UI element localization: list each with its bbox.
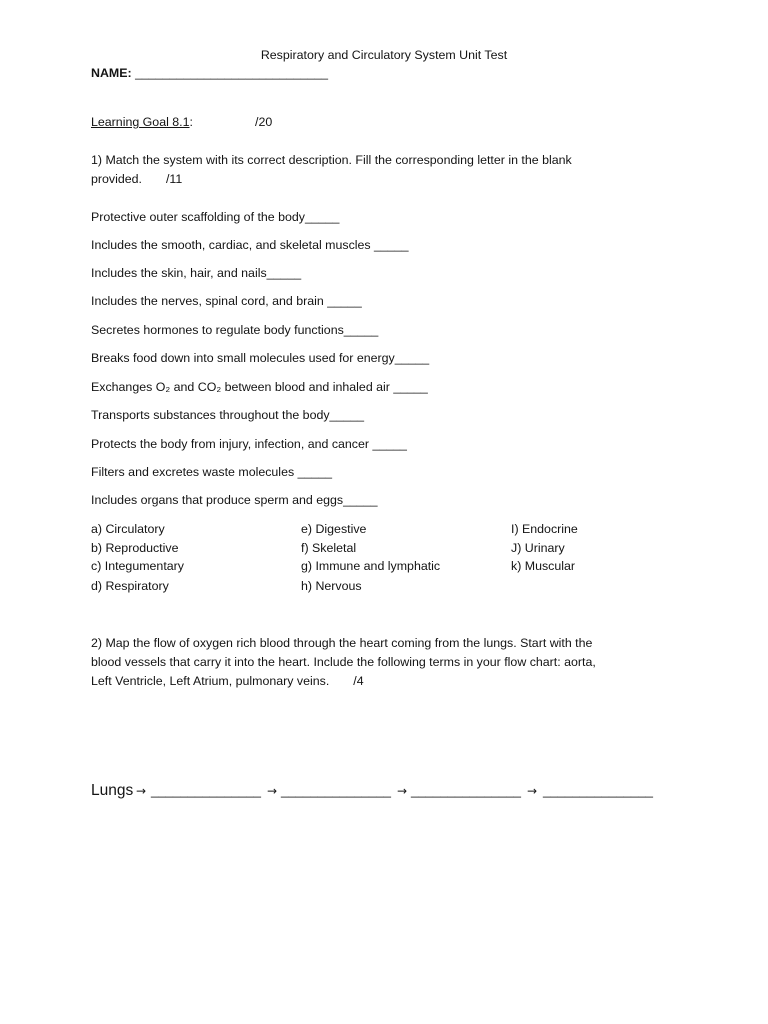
name-label: NAME:: [91, 66, 132, 80]
flow-blank-4: _______________: [543, 783, 654, 798]
flow-blank-2: _______________: [281, 783, 392, 798]
flow-start-lungs: Lungs: [91, 782, 134, 799]
match-item: Includes organs that produce sperm and eggs_____: [91, 493, 378, 507]
question2-line-1: 2) Map the flow of oxygen rich blood through the heart coming from the lungs. Start with the: [91, 636, 593, 650]
flow-arrow-icon: →: [136, 784, 147, 798]
match-item: Protects the body from injury, infection, and cancer _____: [91, 437, 407, 451]
option-i: I) Endocrine: [511, 522, 578, 536]
question2-score: /4: [353, 674, 364, 688]
option-k: k) Muscular: [511, 559, 576, 573]
question2-line-2: blood vessels that carry it into the heart. Include the following terms in your flow chart: aorta,: [91, 655, 596, 669]
option-j: J) Urinary: [511, 541, 565, 555]
name-line: [91, 64, 328, 82]
flow-blank-3: _______________: [411, 783, 522, 798]
match-item: Protective outer scaffolding of the body_____: [91, 210, 340, 224]
match-item: Secretes hormones to regulate body functions_____: [91, 323, 379, 337]
option-a: a) Circulatory: [91, 522, 165, 536]
option-g: g) Immune and lymphatic: [301, 559, 441, 573]
question1-line-1: 1) Match the system with its correct description. Fill the corresponding letter in the blank: [91, 153, 572, 167]
option-c: c) Integumentary: [91, 559, 184, 573]
page-title: Respiratory and Circulatory System Unit Test: [260, 48, 508, 62]
flow-arrow-icon: →: [267, 784, 278, 798]
learning-goal-colon: :: [189, 115, 193, 129]
option-h: h) Nervous: [301, 579, 362, 593]
option-f: f) Skeletal: [301, 541, 357, 555]
flow-arrow-icon: →: [397, 784, 408, 798]
learning-goal-label: Learning Goal 8.1: [91, 115, 190, 129]
option-d: d) Respiratory: [91, 579, 169, 593]
match-item: Filters and excretes waste molecules _____: [91, 465, 333, 479]
question2-line-3: [91, 672, 364, 690]
flow-blank-1: _______________: [151, 783, 262, 798]
question2-line-3-text: Left Ventricle, Left Atrium, pulmonary veins.: [91, 674, 330, 688]
option-b: b) Reproductive: [91, 541, 179, 555]
match-item: Breaks food down into small molecules used for energy_____: [91, 351, 430, 365]
flow-arrow-icon: →: [527, 784, 538, 798]
question1-score: /11: [165, 172, 183, 186]
match-item: Includes the nerves, spinal cord, and brain _____: [91, 294, 362, 308]
name-blank: ____________________________: [135, 66, 329, 80]
learning-goal-line: [91, 113, 273, 131]
match-item: Transports substances throughout the body_____: [91, 408, 365, 422]
match-item: Includes the smooth, cardiac, and skeletal muscles _____: [91, 238, 409, 252]
question1-line-2: [91, 170, 182, 188]
match-item: Includes the skin, hair, and nails_____: [91, 266, 302, 280]
match-item: Exchanges O₂ and CO₂ between blood and inhaled air _____: [91, 380, 428, 394]
learning-goal-score: /20: [255, 115, 273, 129]
option-e: e) Digestive: [301, 522, 367, 536]
question1-line-2-text: provided.: [91, 172, 142, 186]
